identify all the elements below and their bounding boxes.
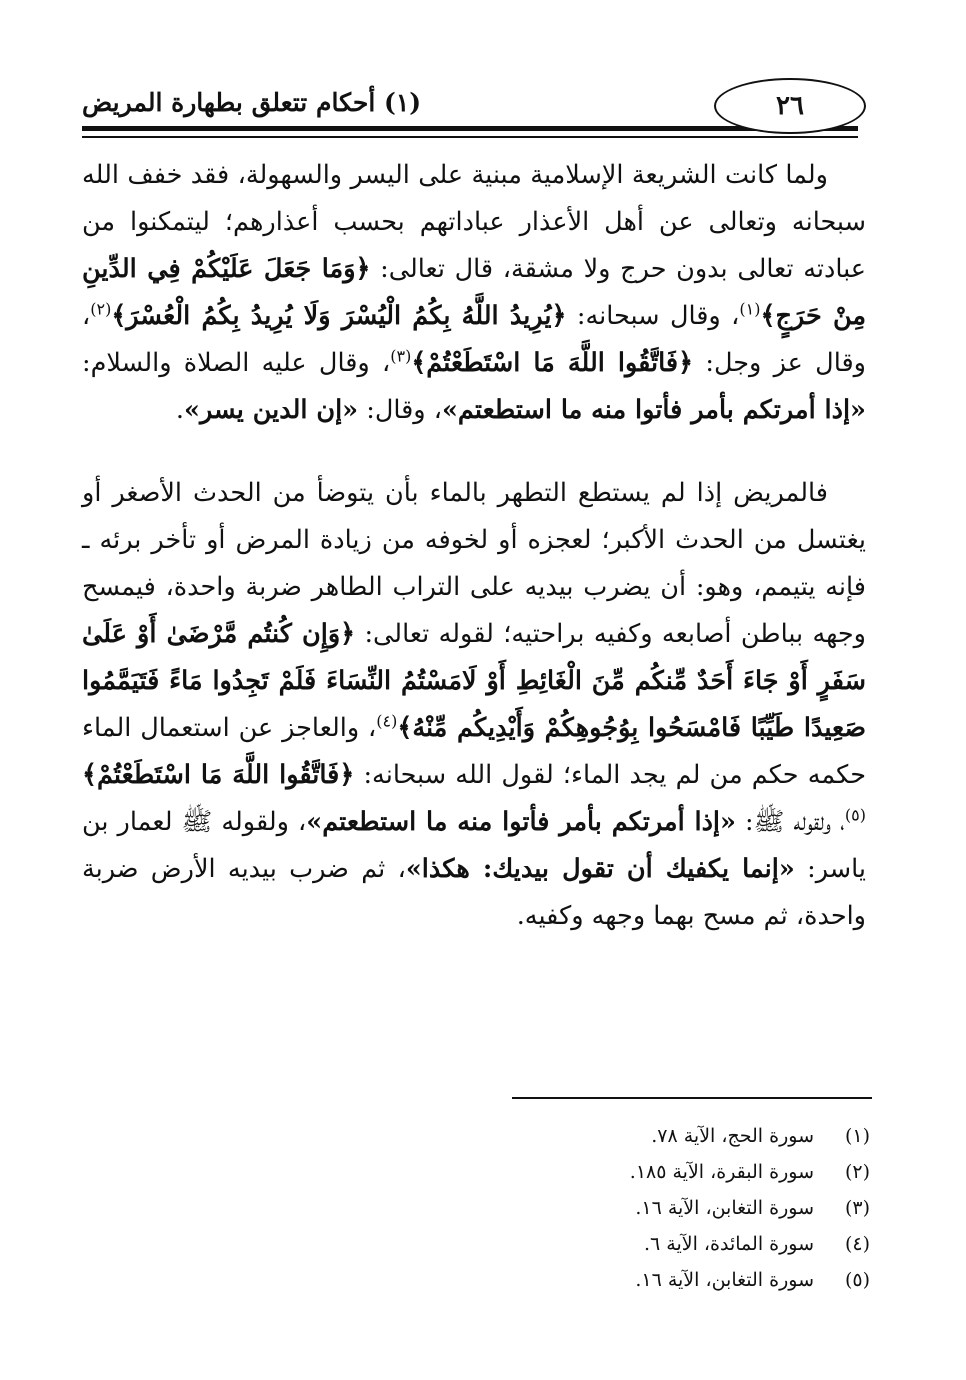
hadith-quote: «إذا أمرتكم بأمر فأتوا منه ما استطعتم» xyxy=(306,807,736,837)
footnote-separator xyxy=(512,1097,872,1099)
footnote-number: (٤) xyxy=(844,1233,870,1255)
text-segment: ، ثم ضرب بيديه الأرض ضربة واحدة، ثم مسح بهما وجهه وكفيه. xyxy=(82,854,866,931)
footnotes-list xyxy=(350,1118,870,1298)
text-segment: ، وقال سبحانه: xyxy=(566,301,740,331)
text-segment: ، وقال عز وجل: xyxy=(82,301,866,378)
footnote-text: سورة التغابن، الآية ١٦. xyxy=(635,1197,814,1219)
footnote-ref: (٥) xyxy=(844,805,866,825)
text-segment: ، والعاجز عن استعمال الماء حكمه حكم من لم يجد الماء؛ لقول الله سبحانه: xyxy=(82,713,866,790)
footnote-ref: (٢) xyxy=(90,299,112,319)
header-rule-thin xyxy=(82,136,858,138)
quran-verse: ﴿فَاتَّقُوا اللَّهَ مَا اسْتَطَعْتُمْ﴾ xyxy=(411,348,694,378)
footnote-text: سورة البقرة، الآية ١٨٥. xyxy=(629,1161,814,1183)
quran-verse: ﴿وَإِن كُنتُم مَّرْضَىٰ أَوْ عَلَىٰ سَفَرٍ أَوْ جَاءَ أَحَدٌ مِّنكُم مِّنَ الْغَائِطِ أَوْ لَامَسْتُمُ النِّسَاءَ فَلَمْ تَجِدُوا مَاءً فَتَيَمَّمُوا صَعِيدًا طَيِّبًا فَامْسَحُوا بِوُجُوهِكُمْ وَأَيْدِيكُم مِّنْهُ﴾ xyxy=(82,619,866,743)
paragraph-1 xyxy=(82,152,866,434)
text-segment: ، ولقوله ﷺ لعمار بن ياسر: xyxy=(82,807,867,884)
paragraph-2 xyxy=(82,470,866,940)
footnote-item xyxy=(350,1154,870,1190)
footnote-number: (٢) xyxy=(844,1161,870,1183)
quran-verse: ﴿وَمَا جَعَلَ عَلَيْكُمْ فِي الدِّينِ مِنْ حَرَجٍ﴾ xyxy=(82,254,867,331)
text-segment: ، وقال: xyxy=(358,395,442,425)
quran-verse: ﴿يُرِيدُ اللَّهُ بِكُمُ الْيُسْرَ وَلَا يُرِيدُ بِكُمُ الْعُسْرَ﴾ xyxy=(111,301,567,331)
text-segment: ، ولقوله ﷺ: xyxy=(735,807,845,837)
page-number: ٢٦ xyxy=(714,78,866,134)
footnote-item xyxy=(350,1118,870,1154)
footnote-number: (٣) xyxy=(844,1197,870,1219)
footnote-ref: (٣) xyxy=(390,346,412,366)
running-title: (١) أحكام تتعلق بطهارة المريض xyxy=(82,88,422,117)
footnote-text: سورة المائدة، الآية ٦. xyxy=(643,1233,814,1255)
hadith-quote: «إن الدين يسر» xyxy=(184,395,359,425)
footnote-text: سورة الحج، الآية ٧٨. xyxy=(651,1125,814,1147)
footnote-number: (١) xyxy=(844,1125,870,1147)
footnote-text: سورة التغابن، الآية ١٦. xyxy=(635,1269,814,1291)
footnote-ref: (١) xyxy=(739,299,761,319)
footnote-number: (٥) xyxy=(844,1269,870,1291)
footnote-item xyxy=(350,1262,870,1298)
main-text xyxy=(82,152,866,940)
footnote-item xyxy=(350,1190,870,1226)
footnote-ref: (٤) xyxy=(376,711,398,731)
quran-verse: ﴿فَاتَّقُوا اللَّهَ مَا اسْتَطَعْتُمْ﴾ xyxy=(82,760,355,790)
text-segment: فالمريض إذا لم يستطع التطهر بالماء بأن يتوضأ من الحدث الأصغر أو يغتسل من الحدث الأكبر؛ لعجزه أو لخوفه من زيادة المرض أو تأخر برئه ـ فإنه يتيمم، وهو: أن يضرب بيديه على التراب الطاهر ضربة واحدة، فيمسح وجهه بباطن أصابعه وكفيه براحتيه؛ لقوله تعالى: xyxy=(82,478,866,649)
hadith-quote: «إنما يكفيك أن تقول بيديك: هكذا» xyxy=(405,854,795,884)
text-segment: . xyxy=(175,395,185,425)
text-segment: ، وقال عليه الصلاة والسلام: xyxy=(82,348,391,378)
hadith-quote: «إذا أمرتكم بأمر فأتوا منه ما استطعتم» xyxy=(441,395,866,425)
text-segment: ولما كانت الشريعة الإسلامية مبنية على اليسر والسهولة، فقد خفف الله سبحانه وتعالى عن أهل الأعذار عباداتهم بحسب أعذارهم؛ ليتمكنوا من عبادته تعالى بدون حرج ولا مشقة، قال تعالى: xyxy=(82,160,866,284)
footnote-item xyxy=(350,1226,870,1262)
